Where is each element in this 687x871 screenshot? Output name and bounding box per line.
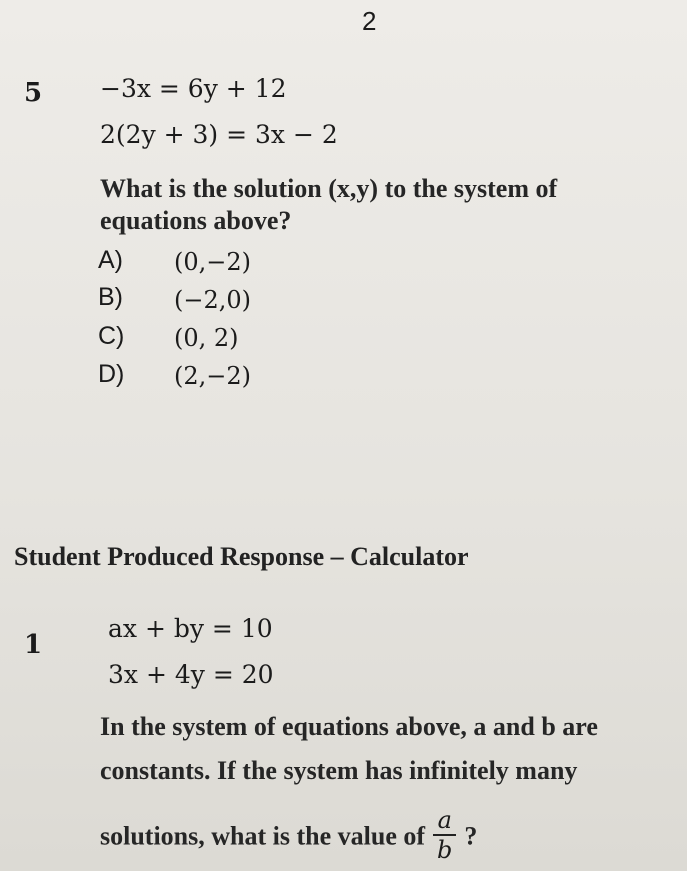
choice-c-letter: C) <box>98 322 125 350</box>
q1-prompt-text: solutions, what is the value of <box>100 821 426 851</box>
choice-a-value: (0,−2) <box>174 248 252 276</box>
question-number-5: 5 <box>24 78 43 108</box>
q1-equation-2: 3x + 4y = 20 <box>108 660 274 689</box>
choice-b-value: (−2,0) <box>174 286 252 314</box>
q5-prompt-line-2: equations above? <box>100 206 292 235</box>
q5-equation-2: 2(2y + 3) = 3x − 2 <box>100 120 338 149</box>
page-number: 2 <box>362 6 377 36</box>
question-number-1: 1 <box>24 630 43 660</box>
q1-prompt-line-3 <box>100 806 478 870</box>
q1-equation-1: ax + by = 10 <box>108 614 273 643</box>
q1-question-mark: ? <box>464 821 478 851</box>
fraction-numerator: a <box>433 806 456 836</box>
fraction-denominator: b <box>437 836 453 864</box>
q1-prompt-line-2: constants. If the system has infinitely many <box>100 756 578 785</box>
q5-equation-1: −3x = 6y + 12 <box>100 74 287 103</box>
choice-b-letter: B) <box>98 283 123 311</box>
choice-c-value: (0, 2) <box>174 324 239 352</box>
q5-prompt-line-1: What is the solution (x,y) to the system of <box>100 174 558 203</box>
choice-a-letter: A) <box>98 246 123 274</box>
choice-d-value: (2,−2) <box>174 362 252 390</box>
q1-prompt-line-1: In the system of equations above, a and b are <box>100 712 598 741</box>
section-title: Student Produced Response – Calculator <box>14 542 469 571</box>
fraction-a-over-b <box>433 806 456 864</box>
choice-d-letter: D) <box>98 360 125 388</box>
